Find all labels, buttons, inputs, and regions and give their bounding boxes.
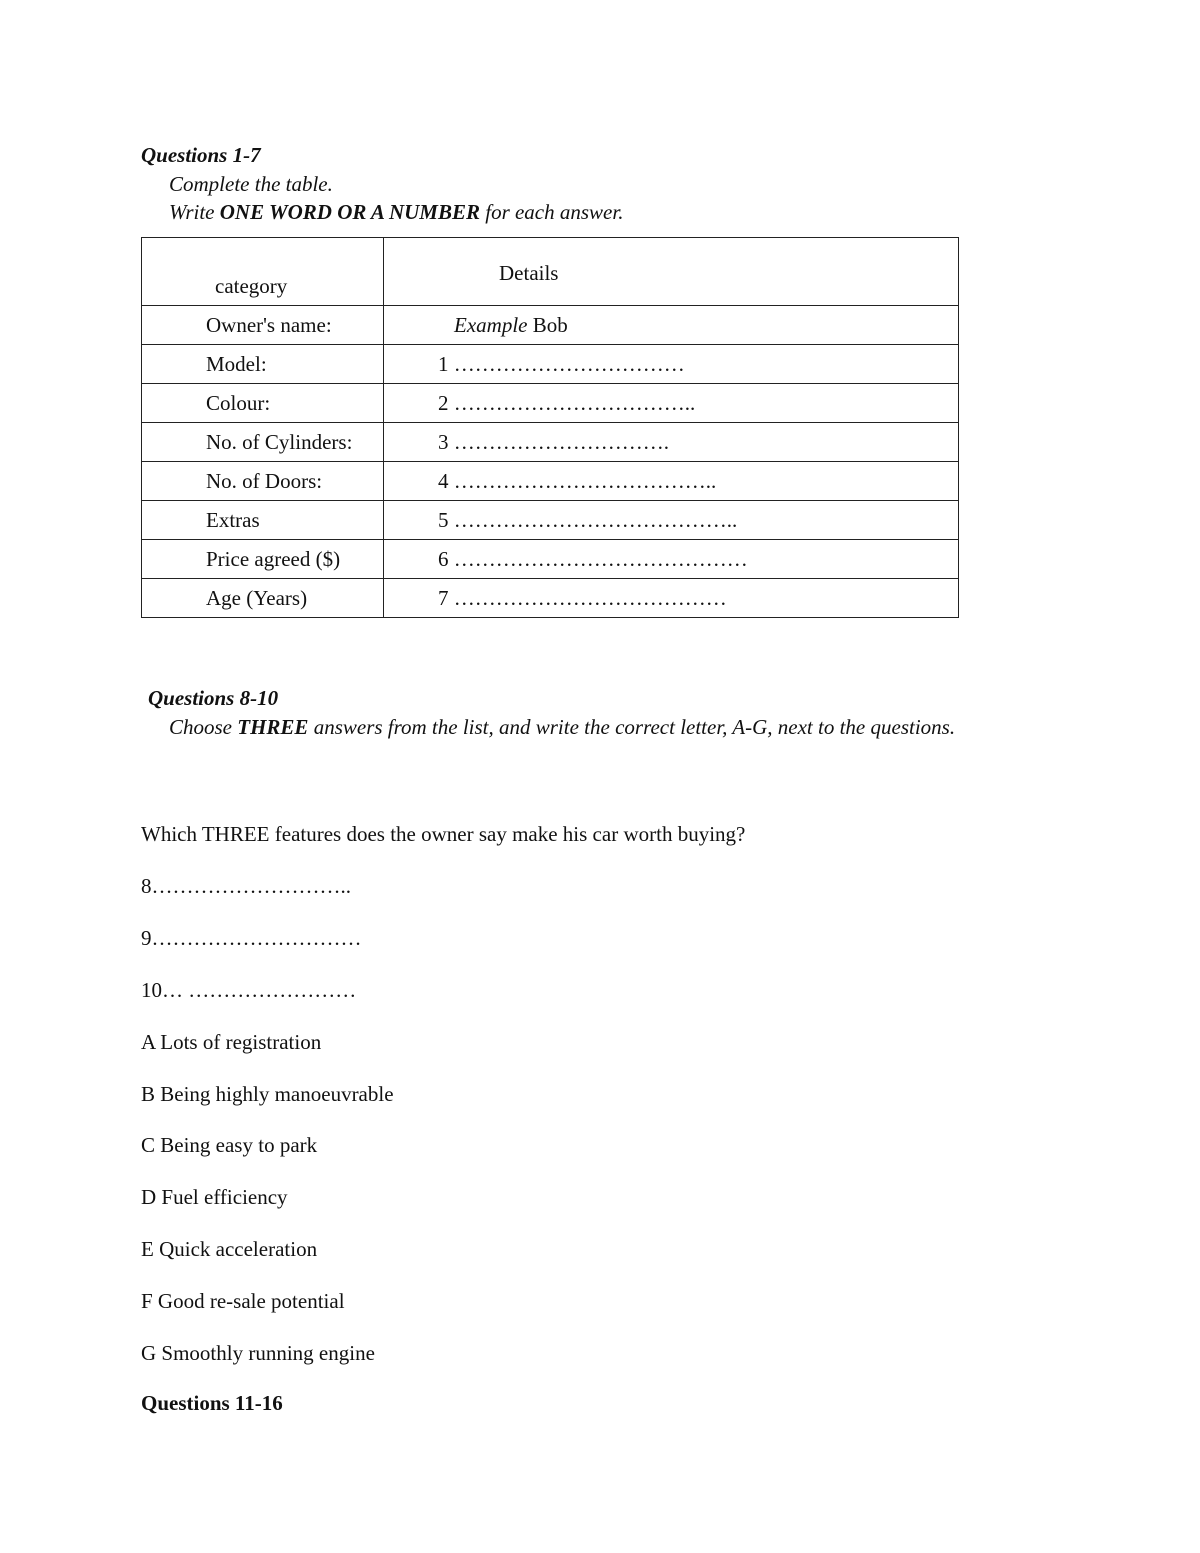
table-row [142, 579, 959, 618]
example-word: Example [454, 312, 528, 337]
instr2-suffix: for each answer. [479, 200, 624, 224]
option-b: B Being highly manoeuvrable [141, 1082, 394, 1106]
question-text: Which THREE features does the owner say make his car worth buying? [141, 822, 746, 846]
table-row [142, 501, 959, 540]
answer-blank[interactable]: 1 …………………………… [384, 345, 959, 384]
section2-instruction [141, 713, 1011, 741]
option-d: D Fuel efficiency [141, 1185, 288, 1209]
option-a: A Lots of registration [141, 1030, 322, 1054]
instr2-bold: ONE WORD OR A NUMBER [219, 200, 480, 224]
answer-blank[interactable]: 3 …………………………. [384, 423, 959, 462]
option-f: F Good re-sale potential [141, 1289, 345, 1313]
instr-bold: THREE [237, 715, 309, 739]
row-label: Owner's name: [142, 306, 384, 345]
row-label: Model: [142, 345, 384, 384]
section1-heading: Questions 1-7 [141, 143, 261, 167]
answer-blank[interactable]: 6 …………………………………… [384, 540, 959, 579]
table-row [142, 462, 959, 501]
instr-prefix: Choose [169, 715, 238, 739]
row-value [384, 306, 959, 345]
instr-suffix: answers from the list, and write the correct letter, A-G, next to the questions. [308, 715, 956, 739]
option-e: E Quick acceleration [141, 1237, 318, 1261]
table-header-row [142, 238, 959, 306]
row-label: Extras [142, 501, 384, 540]
section3-heading: Questions 11-16 [141, 1391, 283, 1415]
answer-blank-10[interactable]: 10… …………………… [141, 978, 357, 1002]
section1-instruction-2 [169, 200, 623, 225]
option-c: C Being easy to park [141, 1133, 318, 1157]
row-label: No. of Doors: [142, 462, 384, 501]
answer-blank-8[interactable]: 8……………………….. [141, 874, 351, 898]
answer-blank[interactable]: 4 ……………………………….. [384, 462, 959, 501]
header-category: category [215, 274, 288, 298]
header-category-cell [142, 238, 384, 306]
header-details: Details [499, 261, 559, 285]
instr2-prefix: Write [169, 200, 220, 224]
table-row-example [142, 306, 959, 345]
row-label: No. of Cylinders: [142, 423, 384, 462]
table-row [142, 345, 959, 384]
table-row [142, 540, 959, 579]
section2-heading: Questions 8-10 [148, 686, 279, 710]
row-label: Price agreed ($) [142, 540, 384, 579]
section1-instruction: Complete the table. [169, 172, 333, 196]
table-row [142, 423, 959, 462]
answer-blank[interactable]: 5 ………………………………….. [384, 501, 959, 540]
option-g: G Smoothly running engine [141, 1341, 375, 1365]
answer-blank[interactable]: 2 …………………………….. [384, 384, 959, 423]
row-label: Age (Years) [142, 579, 384, 618]
example-value: Bob [532, 312, 568, 337]
answer-blank-9[interactable]: 9………………………… [141, 926, 362, 950]
answer-blank[interactable]: 7 ………………………………… [384, 579, 959, 618]
header-details-cell [384, 238, 959, 306]
table-row [142, 384, 959, 423]
row-label: Colour: [142, 384, 384, 423]
car-details-table [141, 237, 959, 618]
